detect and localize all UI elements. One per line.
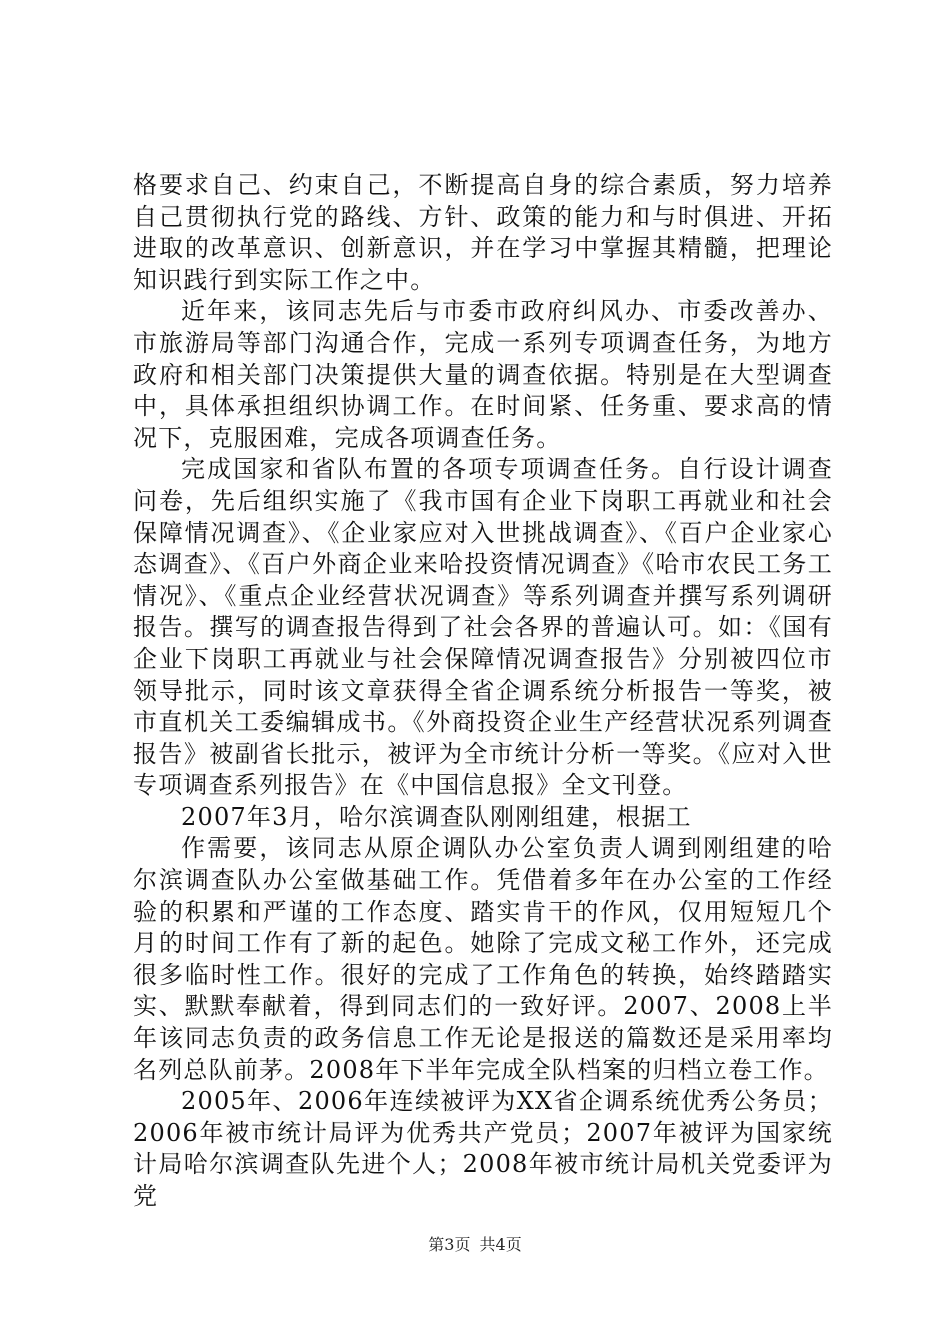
document-body [133, 170, 833, 1213]
page-total: 共4页 [479, 1235, 522, 1254]
paragraph-5: 作需要，该同志从原企调队办公室负责人调到刚组建的哈尔滨调查队办公室做基础工作。凭借着多年在办公室的工作经验的积累和严谨的工作态度、踏实肯干的作风，仅用短短几个月的时间工作有了新的起色。她除了完成文秘工作外，还完成很多临时性工作。很好的完成了工作角色的转换，始终踏踏实实、默默奉献着，得到同志们的一致好评。2007、2008上半年该同志负责的政务信息工作无论是报送的篇数还是采用率均名列总队前茅。2008年下半年完成全队档案的归档立卷工作。 [133, 834, 833, 1084]
paragraph-2: 近年来，该同志先后与市委市政府纠风办、市委改善办、市旅游局等部门沟通合作，完成一系列专项调查任务，为地方政府和相关部门决策提供大量的调查依据。特别是在大型调查中，具体承担组织协调工作。在时间紧、任务重、要求高的情况下，克服困难，完成各项调查任务。 [133, 297, 833, 452]
paragraph-4: 2007年3月，哈尔滨调查队刚刚组建，根据工 [181, 802, 692, 831]
page-number: 第3页 [428, 1235, 471, 1254]
paragraph-3: 完成国家和省队布置的各项专项调查任务。自行设计调查问卷，先后组织实施了《我市国有企业下岗职工再就业和社会保障情况调查》、《企业家应对入世挑战调查》、《百户企业家心态调查》、《百户外商企业来哈投资情况调查》《哈市农民工务工情况》、《重点企业经营状况调查》等系列调查并撰写系列调研报告。撰写的调查报告得到了社会各界的普遍认可。如：《国有企业下岗职工再就业与社会保障情况调查报告》分别被四位市领导批示，同时该文章获得全省企调系统分析报告一等奖，被市直机关工委编辑成书。《外商投资企业生产经营状况系列调查报告》被副省长批示，被评为全市统计分析一等奖。《应对入世专项调查系列报告》在《中国信息报》全文刊登。 [133, 455, 833, 800]
page-footer [0, 1232, 950, 1255]
paragraph-6: 2005年、2006年连续被评为XX省企调系统优秀公务员；2006年被市统计局评为优秀共产党员；2007年被评为国家统计局哈尔滨调查队先进个人；2008年被市统计局机关党委评为党 [133, 1087, 833, 1210]
paragraph-1: 格要求自己、约束自己，不断提高自身的综合素质，努力培养自己贯彻执行党的路线、方针、政策的能力和与时俱进、开拓进取的改革意识、创新意识，并在学习中掌握其精髓，把理论知识践行到实际工作之中。 [133, 171, 833, 294]
